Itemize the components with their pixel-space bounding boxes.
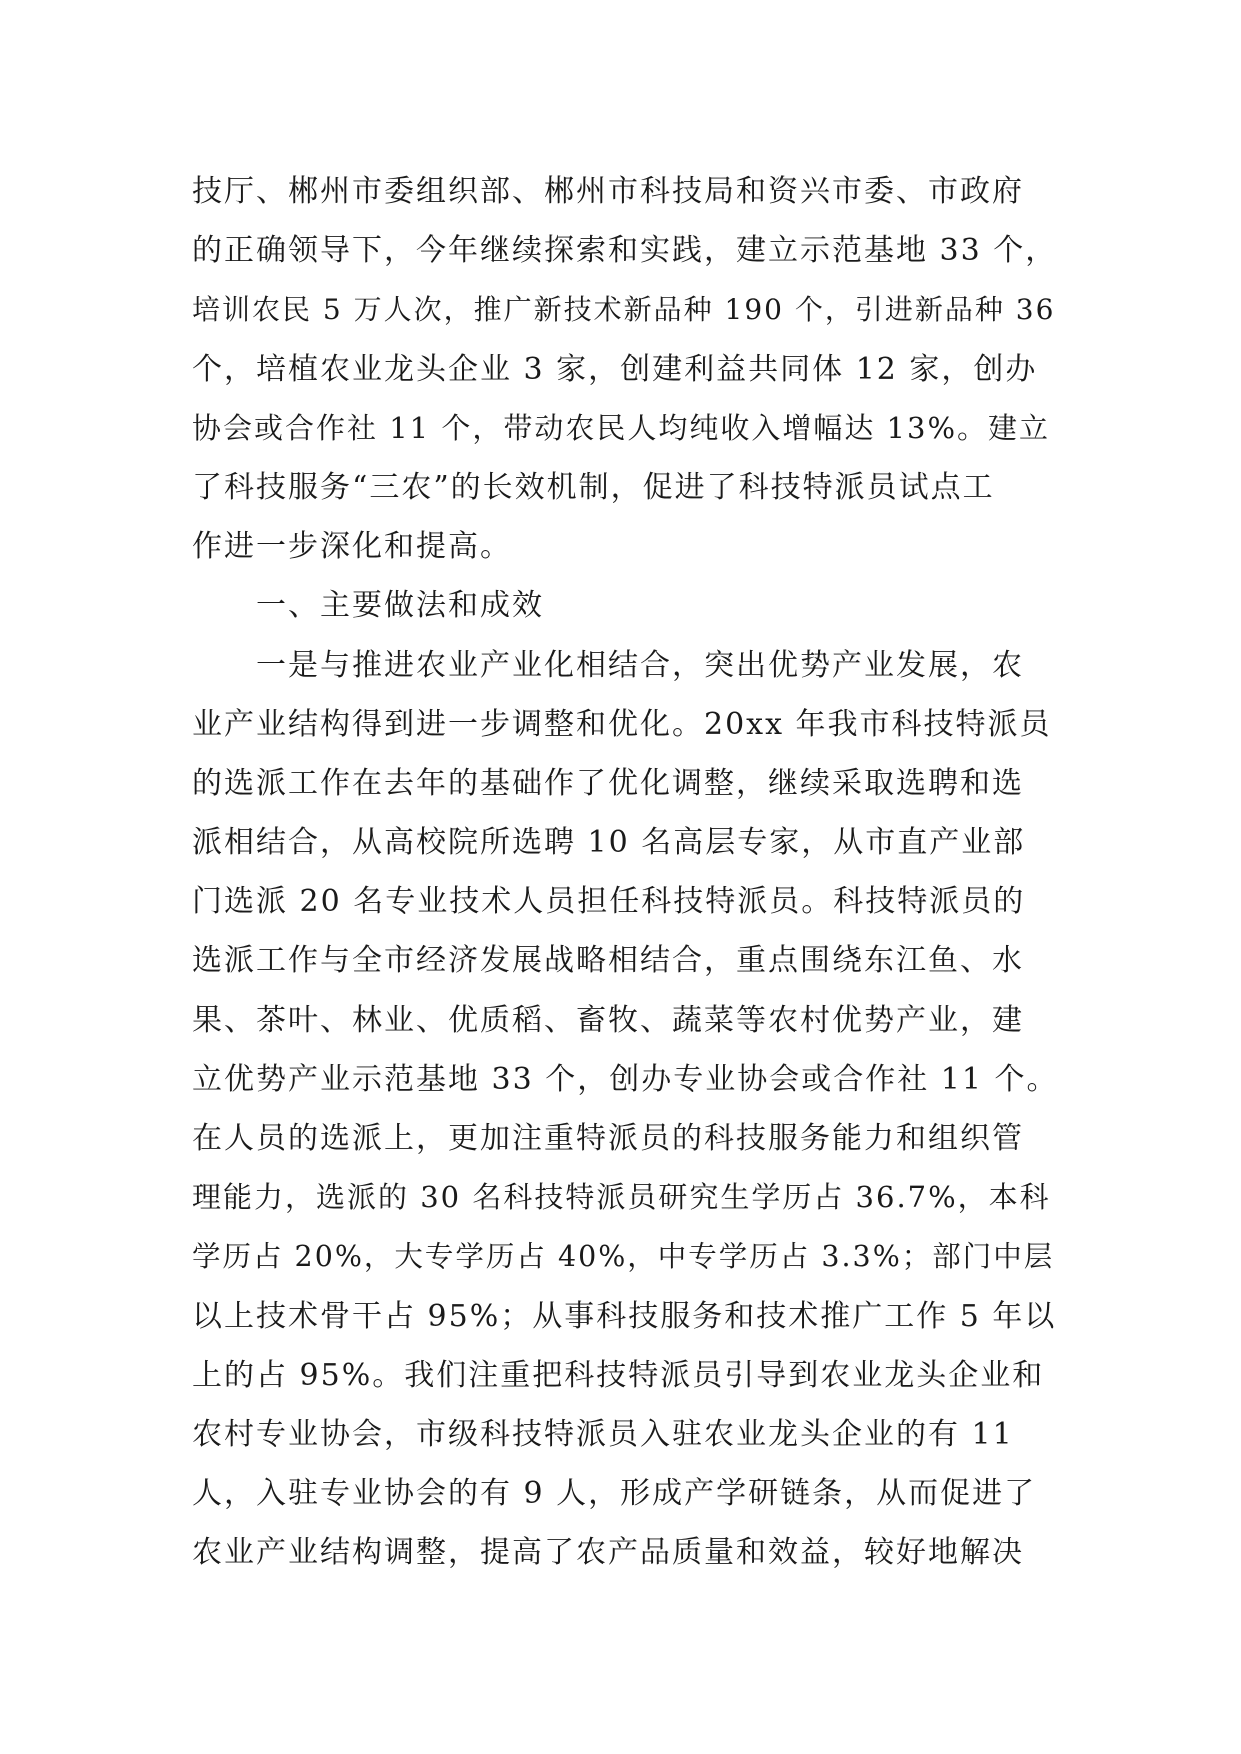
text-line: 协会或合作社 11 个，带动农民人均纯收入增幅达 13%。建立	[192, 410, 1051, 445]
text-line: 技厅、郴州市委组织部、郴州市科技局和资兴市委、市政府	[192, 174, 1024, 209]
text-line: 的正确领导下，今年继续探索和实践，建立示范基地 33 个，	[192, 233, 1058, 269]
text-line: 的选派工作在去年的基础作了优化调整，继续采取选聘和选	[192, 765, 1024, 801]
text-line: 果、茶叶、林业、优质稻、畜牧、蔬菜等农村优势产业，建	[192, 1002, 1024, 1038]
text-line: 在人员的选派上，更加注重特派员的科技服务能力和组织管	[192, 1121, 1024, 1156]
text-line: 派相结合，从高校院所选聘 10 名高层专家，从市直产业部	[192, 825, 1026, 861]
text-line: 学历占 20%，大专学历占 40%，中专学历占 3.3%；部门中层	[192, 1240, 1055, 1274]
text-line: 以上技术骨干占 95%；从事科技服务和技术推广工作 5 年以	[192, 1298, 1057, 1334]
paragraph-first-line: 一是与推进农业产业化相结合，突出优势产业发展，农	[256, 647, 1024, 683]
text-line: 立优势产业示范基地 33 个，创办专业协会或合作社 11 个。	[192, 1061, 1059, 1097]
section-heading: 一、主要做法和成效	[256, 588, 544, 624]
text-line: 作进一步深化和提高。	[192, 529, 512, 565]
text-line: 选派工作与全市经济发展战略相结合，重点围绕东江鱼、水	[192, 943, 1024, 979]
text-line: 理能力，选派的 30 名科技特派员研究生学历占 36.7%，本科	[192, 1180, 1051, 1215]
text-line: 培训农民 5 万人次，推广新技术新品种 190 个，引进新品种 36	[192, 293, 1056, 327]
text-line: 上的占 95%。我们注重把科技特派员引导到农业龙头企业和	[192, 1357, 1045, 1393]
text-line: 农村专业协会，市级科技特派员入驻农业龙头企业的有 11	[192, 1416, 1014, 1452]
text-line: 人，入驻专业协会的有 9 人，形成产学研链条，从而促进了	[192, 1476, 1037, 1512]
text-line: 个，培植农业龙头企业 3 家，创建利益共同体 12 家，创办	[192, 351, 1038, 387]
text-line: 门选派 20 名专业技术人员担任科技特派员。科技特派员的	[192, 884, 1026, 920]
text-line: 农业产业结构调整，提高了农产品质量和效益，较好地解决	[192, 1535, 1024, 1571]
text-line: 业产业结构得到进一步调整和优化。20xx 年我市科技特派员	[192, 706, 1052, 742]
body-text	[192, 162, 1062, 1583]
text-line: 了科技服务“三农”的长效机制，促进了科技特派员试点工	[192, 469, 995, 505]
